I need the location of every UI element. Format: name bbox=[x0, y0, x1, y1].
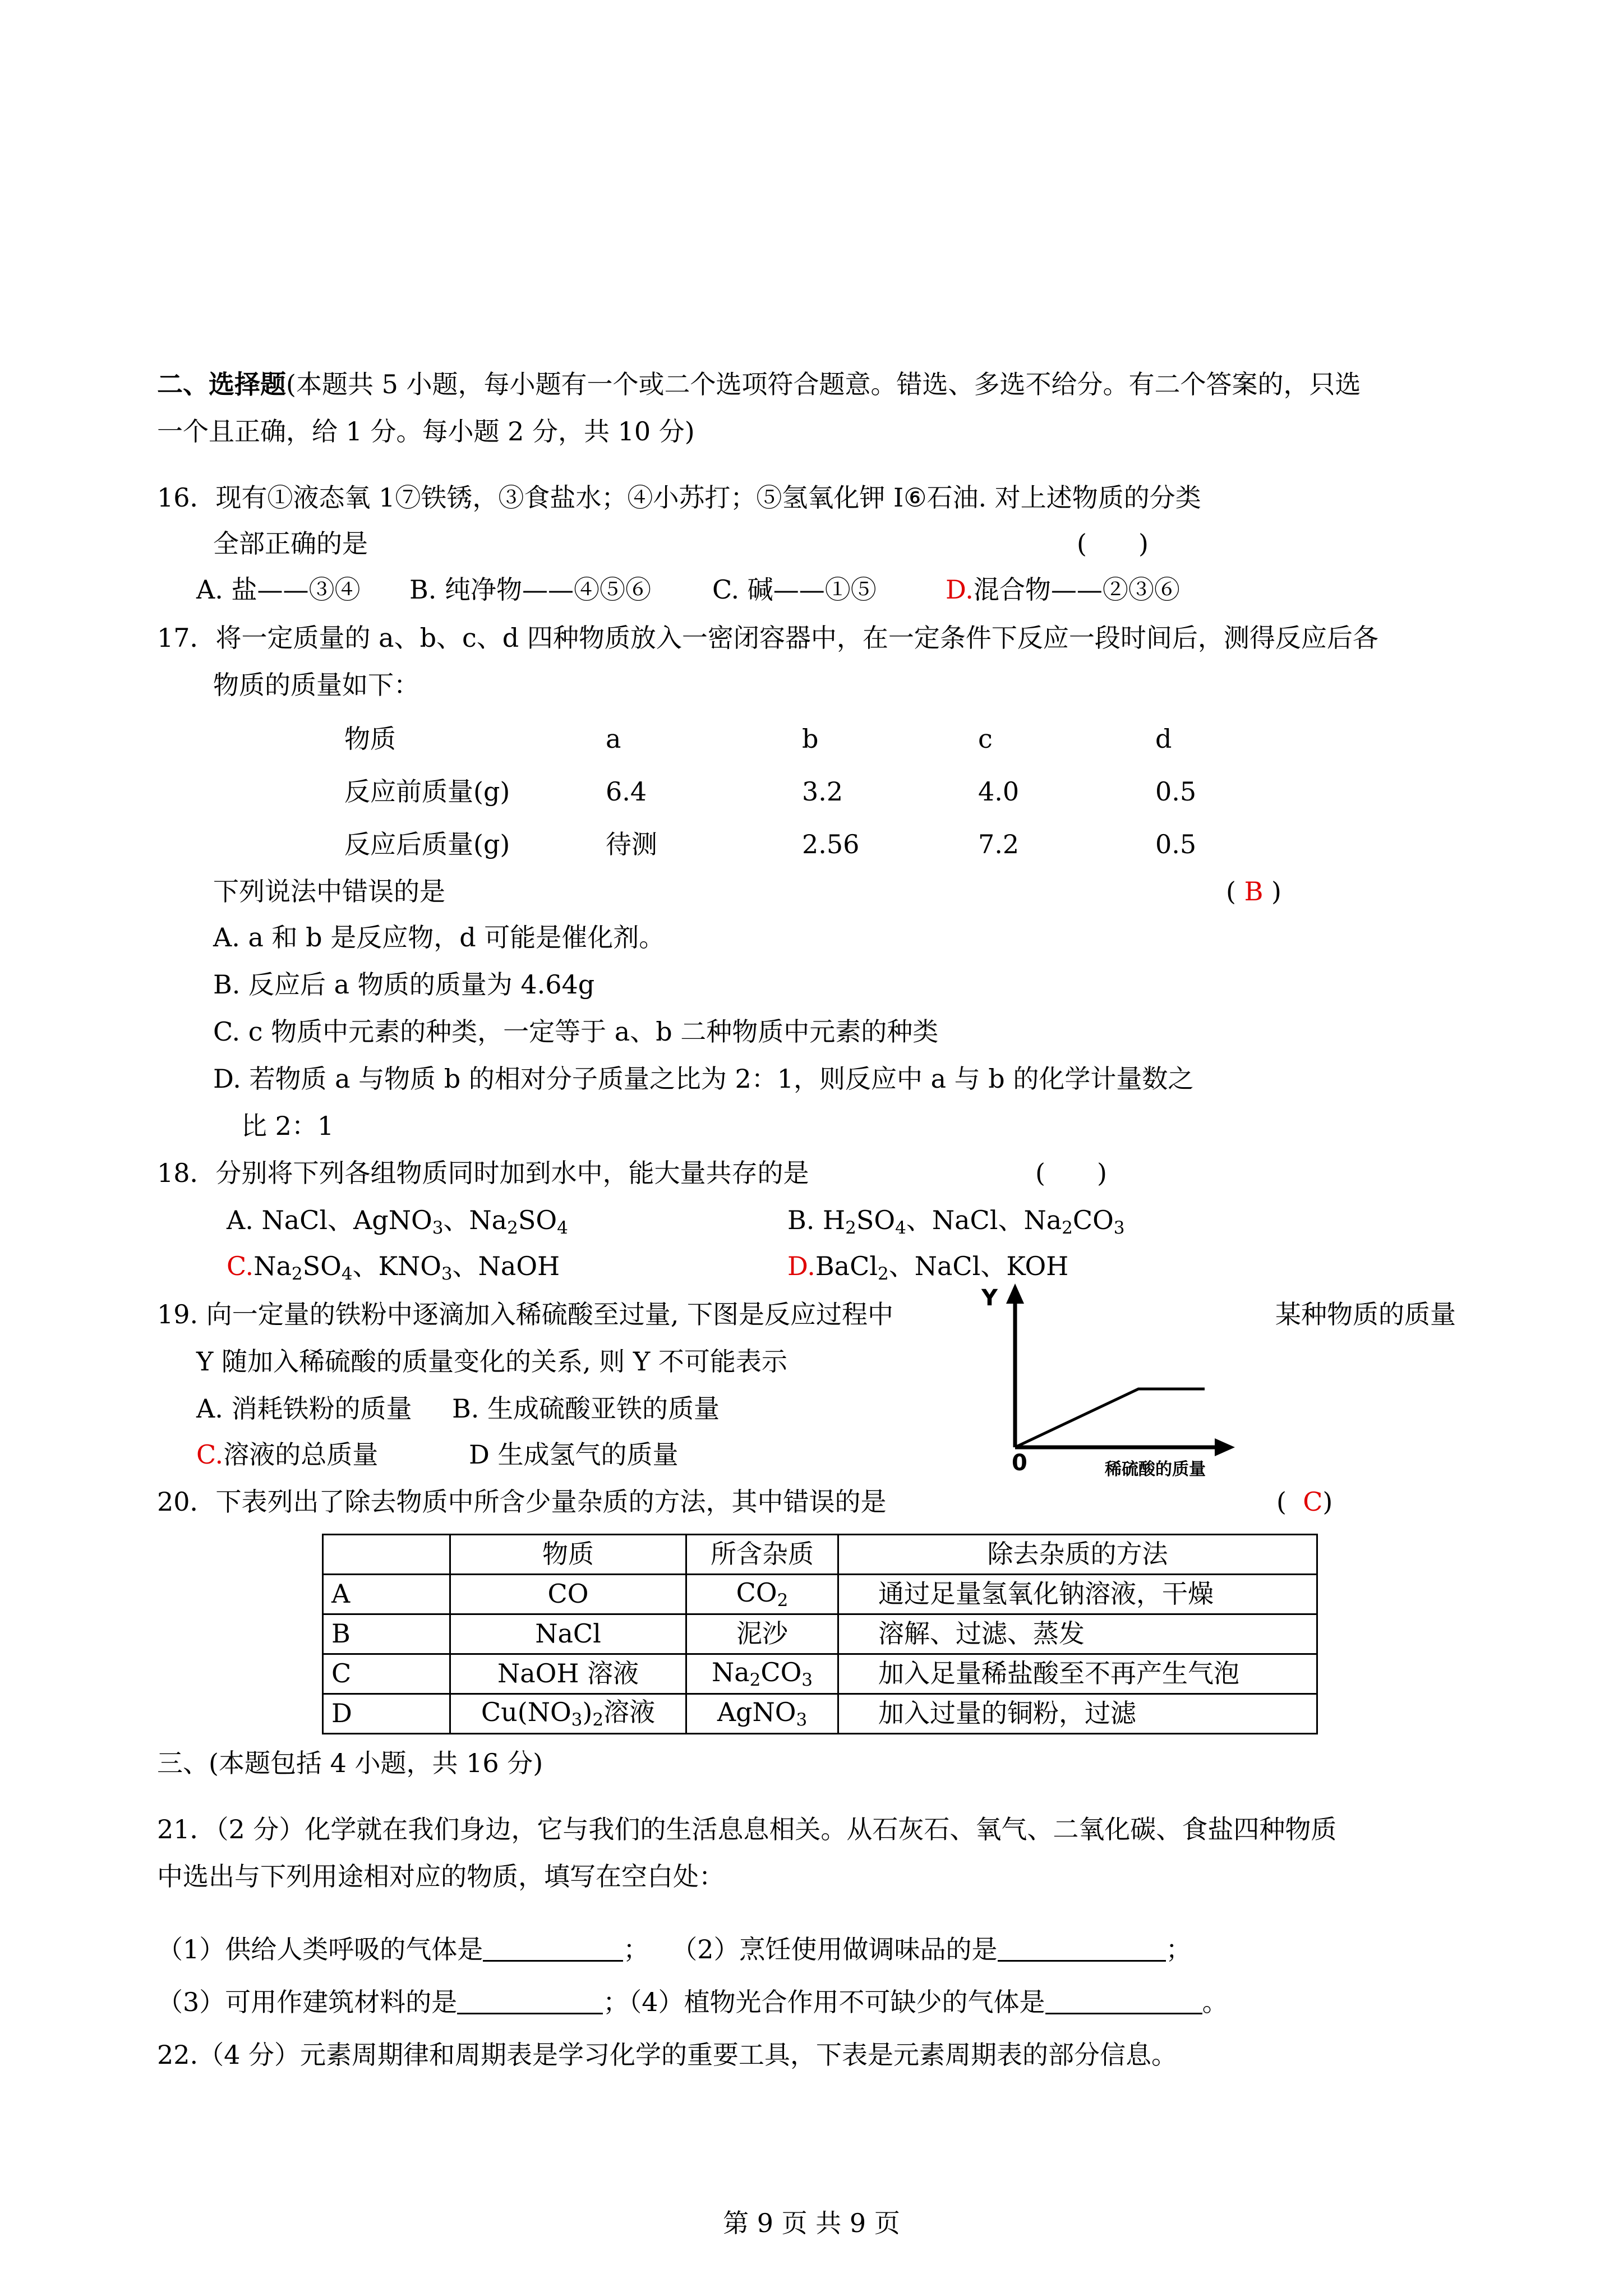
q17-cell: 反应前质量(g) bbox=[344, 776, 510, 807]
q18-option-d-letter: D. bbox=[787, 1251, 815, 1281]
table-row bbox=[323, 1614, 1317, 1654]
section2-heading bbox=[157, 369, 1361, 400]
row-substance: Cu(NO3)2溶液 bbox=[450, 1694, 686, 1734]
row-impurity: Na2CO3 bbox=[686, 1654, 838, 1694]
table-header-row bbox=[323, 1535, 1317, 1575]
row-label: D bbox=[323, 1694, 450, 1734]
row-impurity: AgNO3 bbox=[686, 1694, 838, 1734]
paren-open: ( bbox=[1226, 876, 1236, 907]
row-substance: CO bbox=[450, 1575, 686, 1614]
q21-part2-end: ； bbox=[1165, 1934, 1192, 1964]
section2-instructions-line2: 一个且正确，给 1 分。每小题 2 分，共 10 分) bbox=[157, 416, 695, 447]
q21-part1-blank[interactable] bbox=[483, 1938, 623, 1962]
q17-cell: 0.5 bbox=[1155, 829, 1197, 859]
q20-answer-paren: ( C) bbox=[1276, 1487, 1333, 1517]
q17-cell: 4.0 bbox=[978, 776, 1020, 807]
row-substance: NaCl bbox=[450, 1614, 686, 1654]
q17-cell: c bbox=[978, 724, 993, 754]
q17-cell: 反应后质量(g) bbox=[344, 829, 510, 859]
section2-instructions: (本题共 5 小题，每小题有一个或二个选项符合题意。错选、多选不给分。有二个答案的，只选 bbox=[286, 369, 1361, 399]
q21-blank-row-1 bbox=[157, 1934, 1192, 1965]
page-number: 第 9 页 共 9 页 bbox=[723, 2208, 900, 2238]
row-method: 加入足量稀盐酸至不再产生气泡 bbox=[838, 1654, 1317, 1694]
table-row bbox=[323, 1654, 1317, 1694]
q21-blank-row-2 bbox=[157, 1987, 1228, 2018]
q16-option-b: B. 纯净物——④⑤⑥ bbox=[409, 574, 652, 605]
q17-cell: d bbox=[1155, 724, 1172, 754]
q17-option-d-line2: 比 2：1 bbox=[241, 1111, 334, 1141]
q19-option-d: D 生成氢气的质量 bbox=[469, 1439, 679, 1470]
q16-stem-line2: 全部正确的是 bbox=[213, 528, 368, 559]
q19-stem-line2: Y 随加入稀硫酸的质量变化的关系, 则 Y 不可能表示 bbox=[196, 1346, 787, 1377]
q16-answer-paren: ( ) bbox=[1077, 528, 1149, 559]
q19-stem-right: 某种物质的质量 bbox=[1275, 1299, 1456, 1329]
table-header-cell: 除去杂质的方法 bbox=[838, 1535, 1317, 1575]
q17-cell: 2.56 bbox=[802, 829, 860, 859]
q17-answer-paren bbox=[1226, 876, 1281, 907]
table-header-cell bbox=[323, 1535, 450, 1575]
q17-cell: b bbox=[802, 724, 819, 754]
q17-stem: 17．将一定质量的 a、b、c、d 四种物质放入一密闭容器中，在一定条件下反应一段时间后，测得反应后各 bbox=[157, 623, 1378, 653]
q16-option-d bbox=[946, 574, 1180, 605]
graph-curve bbox=[1015, 1389, 1205, 1447]
row-method: 溶解、过滤、蒸发 bbox=[838, 1614, 1317, 1654]
q17-stem-line2: 物质的质量如下： bbox=[213, 670, 419, 700]
q21-stem-line2: 中选出与下列用途相对应的物质，填写在空白处： bbox=[157, 1861, 725, 1892]
table-header-cell: 所含杂质 bbox=[686, 1535, 838, 1575]
q17-answer: B bbox=[1244, 876, 1264, 907]
q18-stem: 18．分别将下列各组物质同时加到水中，能大量共存的是 bbox=[157, 1158, 809, 1188]
q16-stem: 16．现有①液态氧 1⑦铁锈，③食盐水；④小苏打；⑤氢氧化钾 I⑥石油. 对上述物质的分类 bbox=[157, 482, 1201, 513]
q21-part3-end: ； bbox=[603, 1987, 629, 2017]
paren-close: ) bbox=[1271, 876, 1281, 907]
section2-title: 二、选择题 bbox=[157, 369, 286, 399]
q18-option-c-letter: C. bbox=[227, 1251, 254, 1281]
q18-option-b: B. $H_2SO_4$、NaCl、$Na_2CO_3$ bbox=[787, 1205, 1125, 1238]
row-impurity: CO2 bbox=[686, 1575, 838, 1614]
graph-y-label: Y bbox=[981, 1285, 998, 1311]
q21-part4-label: （4）植物光合作用不可缺少的气体是 bbox=[629, 1987, 1045, 2017]
q16-option-d-letter: D. bbox=[946, 574, 974, 605]
q17-cell: 待测 bbox=[606, 829, 657, 859]
q16-option-c: C. 碱——①⑤ bbox=[712, 574, 877, 605]
q17-cell: 7.2 bbox=[978, 829, 1020, 859]
q19-graph bbox=[948, 1279, 1262, 1487]
q20-table bbox=[322, 1534, 1318, 1734]
q21-stem: 21．（2 分）化学就在我们身边，它与我们的生活息息相关。从石灰石、氧气、二氧化碳、食盐四种物质 bbox=[157, 1814, 1337, 1844]
q17-cell: 6.4 bbox=[606, 776, 647, 807]
graph-origin-label: 0 bbox=[1012, 1450, 1027, 1476]
table-row bbox=[323, 1694, 1317, 1734]
q17-option-b: B. 反应后 a 物质的质量为 4.64g bbox=[213, 969, 595, 1000]
q20-answer: C bbox=[1303, 1487, 1323, 1517]
row-method: 加入过量的铜粉，过滤 bbox=[838, 1694, 1317, 1734]
table-header-cell: 物质 bbox=[450, 1535, 686, 1575]
q17-option-a: A. a 和 b 是反应物，d 可能是催化剂。 bbox=[213, 922, 665, 953]
q21-part1-label: （1）供给人类呼吸的气体是 bbox=[157, 1934, 483, 1964]
q19-option-c: C.溶液的总质量 bbox=[196, 1439, 379, 1470]
row-label: C bbox=[323, 1654, 450, 1694]
graph-x-label: 稀硫酸的质量 bbox=[1105, 1460, 1206, 1479]
row-impurity: 泥沙 bbox=[686, 1614, 838, 1654]
q18-answer-paren: ( ) bbox=[1035, 1158, 1107, 1188]
row-label: B bbox=[323, 1614, 450, 1654]
q21-part4-blank[interactable] bbox=[1045, 1990, 1202, 2014]
q18-option-d: D.BaCl$_2$、NaCl、KOH bbox=[787, 1251, 1069, 1284]
q19-option-b: B. 生成硫酸亚铁的质量 bbox=[452, 1393, 720, 1424]
q17-cell: 0.5 bbox=[1155, 776, 1197, 807]
q19-option-c-letter: C. bbox=[196, 1439, 224, 1470]
q21-part3-label: （3）可用作建筑材料的是 bbox=[157, 1987, 458, 2017]
row-method: 通过足量氢氧化钠溶液，干燥 bbox=[838, 1575, 1317, 1614]
q21-part1-end: ； bbox=[623, 1934, 649, 1964]
q17-cell: 3.2 bbox=[802, 776, 843, 807]
q17-question: 下列说法中错误的是 bbox=[213, 876, 445, 907]
q22-stem: 22.（4 分）元素周期律和周期表是学习化学的重要工具，下表是元素周期表的部分信息。 bbox=[157, 2040, 1178, 2070]
q18-option-c: $C.Na_2SO_4$、$KNO_3$、NaOH bbox=[227, 1251, 560, 1284]
y-axis-arrow-icon bbox=[1006, 1283, 1024, 1304]
row-label: A bbox=[323, 1575, 450, 1614]
q21-part4-end: 。 bbox=[1202, 1987, 1228, 2017]
q21-part2-blank[interactable] bbox=[998, 1938, 1166, 1962]
q20-stem: 20．下表列出了除去物质中所含少量杂质的方法，其中错误的是 bbox=[157, 1487, 887, 1517]
q16-option-a: A. 盐——③④ bbox=[196, 574, 361, 605]
q17-cell: a bbox=[606, 724, 621, 754]
q17-option-c: C. c 物质中元素的种类，一定等于 a、b 二种物质中元素的种类 bbox=[213, 1016, 939, 1047]
q21-part3-blank[interactable] bbox=[457, 1990, 603, 2014]
q21-part2-label: （2）烹饪使用做调味品的是 bbox=[671, 1934, 998, 1964]
q17-option-d: D. 若物质 a 与物质 b 的相对分子质量之比为 2：1，则反应中 a 与 b 的化学计量数之 bbox=[213, 1064, 1194, 1094]
q17-cell: 物质 bbox=[344, 724, 396, 754]
q19-option-a: A. 消耗铁粉的质量 bbox=[196, 1393, 412, 1424]
q18-option-a: A. NaCl、AgNO$_3$、$Na_2SO_4$ bbox=[227, 1205, 568, 1238]
row-substance: NaOH 溶液 bbox=[450, 1654, 686, 1694]
q16-option-d-text: 混合物——②③⑥ bbox=[973, 574, 1180, 605]
section3-title: 三、(本题包括 4 小题，共 16 分) bbox=[157, 1748, 543, 1778]
q19-stem: 19. 向一定量的铁粉中逐滴加入稀硫酸至过量, 下图是反应过程中 bbox=[157, 1299, 894, 1329]
x-axis-arrow-icon bbox=[1215, 1438, 1235, 1456]
table-row bbox=[323, 1575, 1317, 1614]
